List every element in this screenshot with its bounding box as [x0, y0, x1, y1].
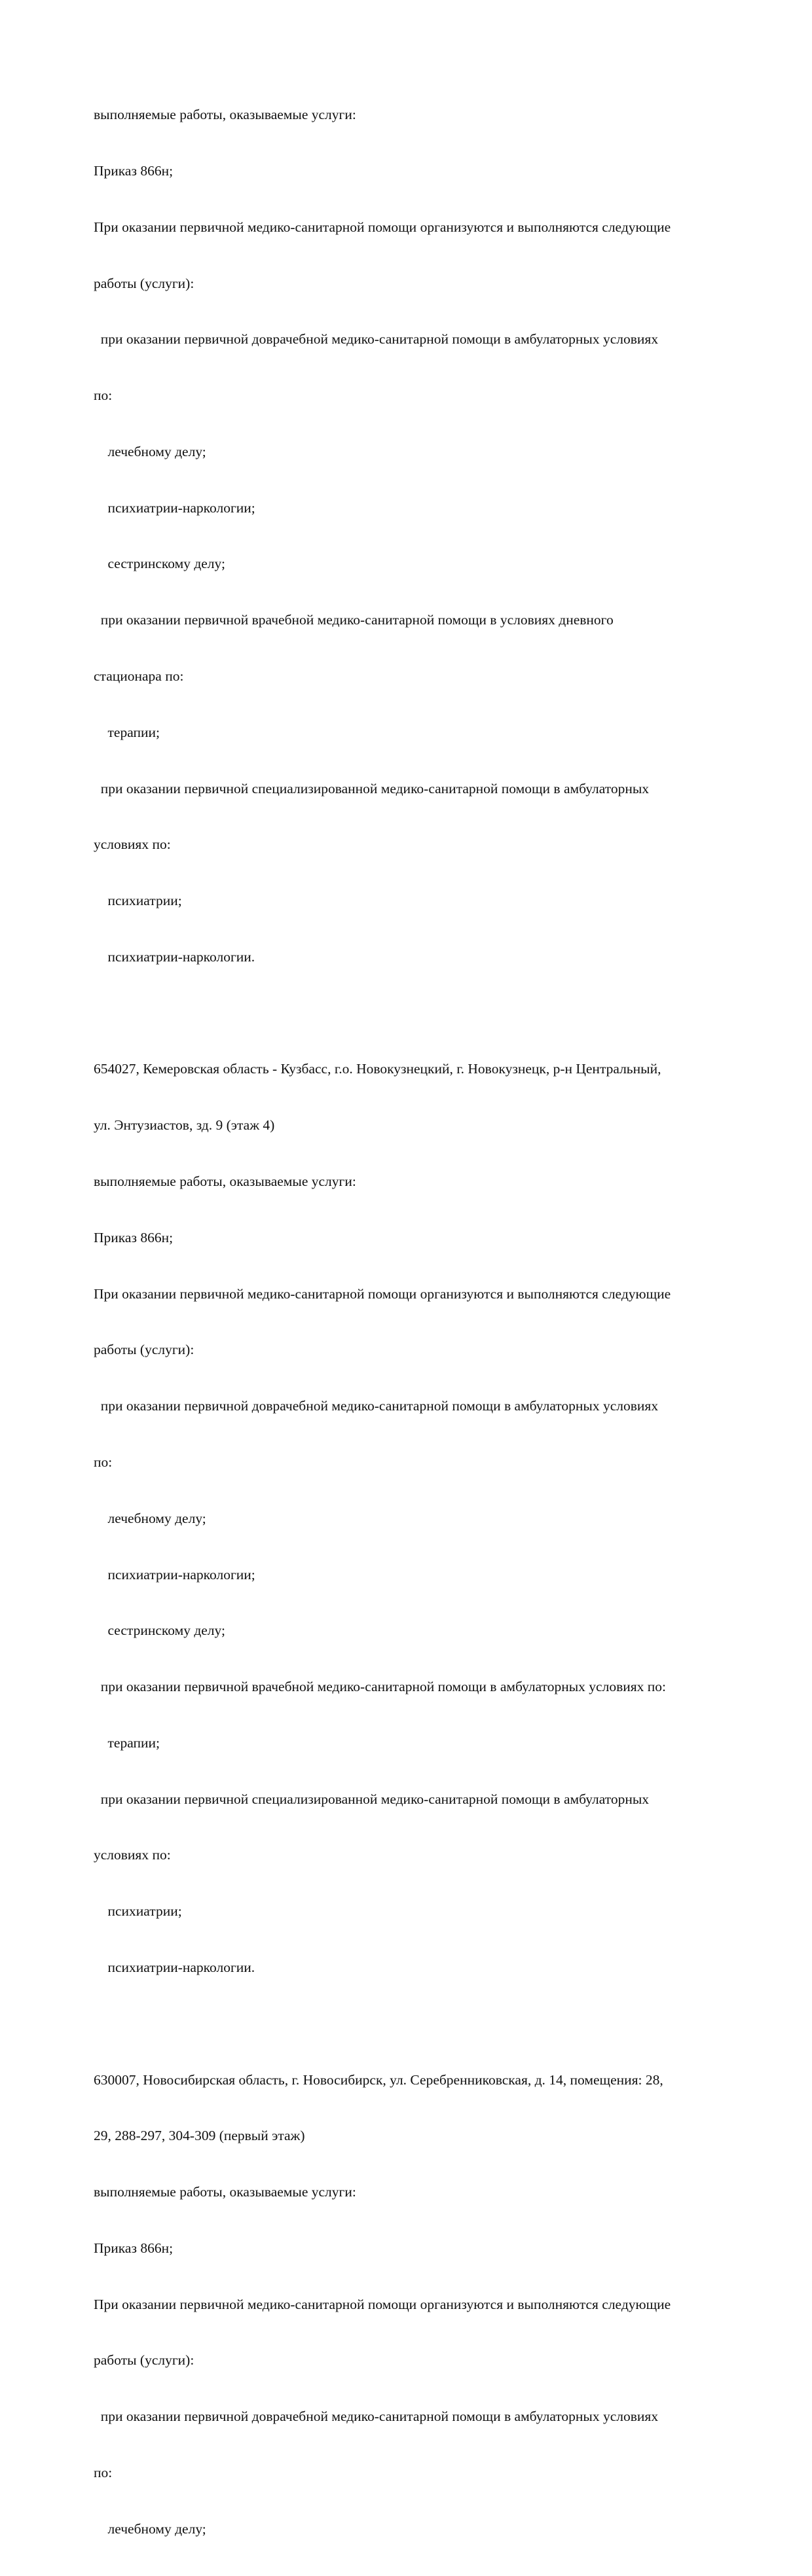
text-line: условиях по:: [94, 836, 171, 853]
text-line: терапии;: [94, 1734, 160, 1751]
text-line: при оказании первичной доврачебной медико-санитарной помощи в амбулаторных условиях: [94, 1398, 659, 1414]
text-line: психиатрии;: [94, 893, 182, 909]
text-line: лечебному делу;: [94, 1510, 206, 1526]
address-line: 29, 288-297, 304-309 (первый этаж): [94, 2128, 305, 2144]
text-line: При оказании первичной медико-санитарной помощи организуются и выполняются следующие: [94, 1285, 671, 1302]
text-line: Приказ 866н;: [94, 162, 174, 179]
text-line: работы (услуги):: [94, 2352, 194, 2369]
text-line: сестринскому делу;: [94, 1622, 225, 1639]
text-line: по:: [94, 1454, 113, 1470]
text-line: психиатрии-наркологии;: [94, 499, 255, 516]
text-line: выполняемые работы, оказываемые услуги:: [94, 1173, 356, 1190]
blank-line: [94, 2014, 748, 2033]
address-line: ул. Энтузиастов, зд. 9 (этаж 4): [94, 1117, 275, 1134]
text-line: выполняемые работы, оказываемые услуги:: [94, 2184, 356, 2200]
text-line: при оказании первичной специализированной медико-санитарной помощи в амбулаторных: [94, 1791, 650, 1807]
text-line: при оказании первичной доврачебной медико-санитарной помощи в амбулаторных условиях: [94, 331, 659, 348]
text-line: стационара по:: [94, 668, 184, 684]
text-line: При оказании первичной медико-санитарной помощи организуются и выполняются следующие: [94, 2296, 671, 2312]
text-line: выполняемые работы, оказываемые услуги:: [94, 107, 356, 123]
text-line: При оказании первичной медико-санитарной помощи организуются и выполняются следующие: [94, 219, 671, 235]
text-line: психиатрии-наркологии.: [94, 1959, 255, 1975]
text-line: при оказании первичной врачебной медико-санитарной помощи в условиях дневного: [94, 612, 614, 628]
text-line: сестринскому делу;: [94, 556, 225, 572]
text-line: психиатрии;: [94, 1903, 182, 1920]
address-line: 630007, Новосибирская область, г. Новосибирск, ул. Серебренниковская, д. 14, помещения: 28,: [94, 2071, 663, 2088]
address-line: 654027, Кемеровская область - Кузбасс, г.о. Новокузнецкий, г. Новокузнецк, р-н Центральный,: [94, 1061, 661, 1077]
text-line: терапии;: [94, 724, 160, 740]
text-line: психиатрии-наркологии.: [94, 948, 255, 965]
text-line: работы (услуги):: [94, 1342, 194, 1358]
blank-line: [94, 1004, 748, 1023]
text-line: Приказ 866н;: [94, 2240, 174, 2256]
text-line: по:: [94, 2465, 113, 2480]
text-line: при оказании первичной специализированной медико-санитарной помощи в амбулаторных: [94, 780, 650, 796]
text-line: при оказании первичной врачебной медико-санитарной помощи в амбулаторных условиях по:: [94, 1679, 666, 1695]
text-line: работы (услуги):: [94, 275, 194, 291]
text-line: лечебному делу;: [94, 443, 206, 459]
document-body: [94, 68, 748, 2576]
text-line: при оказании первичной доврачебной медико-санитарной помощи в амбулаторных условиях: [94, 2408, 659, 2425]
text-line: психиатрии-наркологии;: [94, 1566, 255, 1583]
text-line: условиях по:: [94, 1847, 171, 1863]
text-line: лечебному делу;: [94, 2520, 206, 2537]
text-line: Приказ 866н;: [94, 1229, 174, 1245]
text-line: по:: [94, 387, 113, 404]
